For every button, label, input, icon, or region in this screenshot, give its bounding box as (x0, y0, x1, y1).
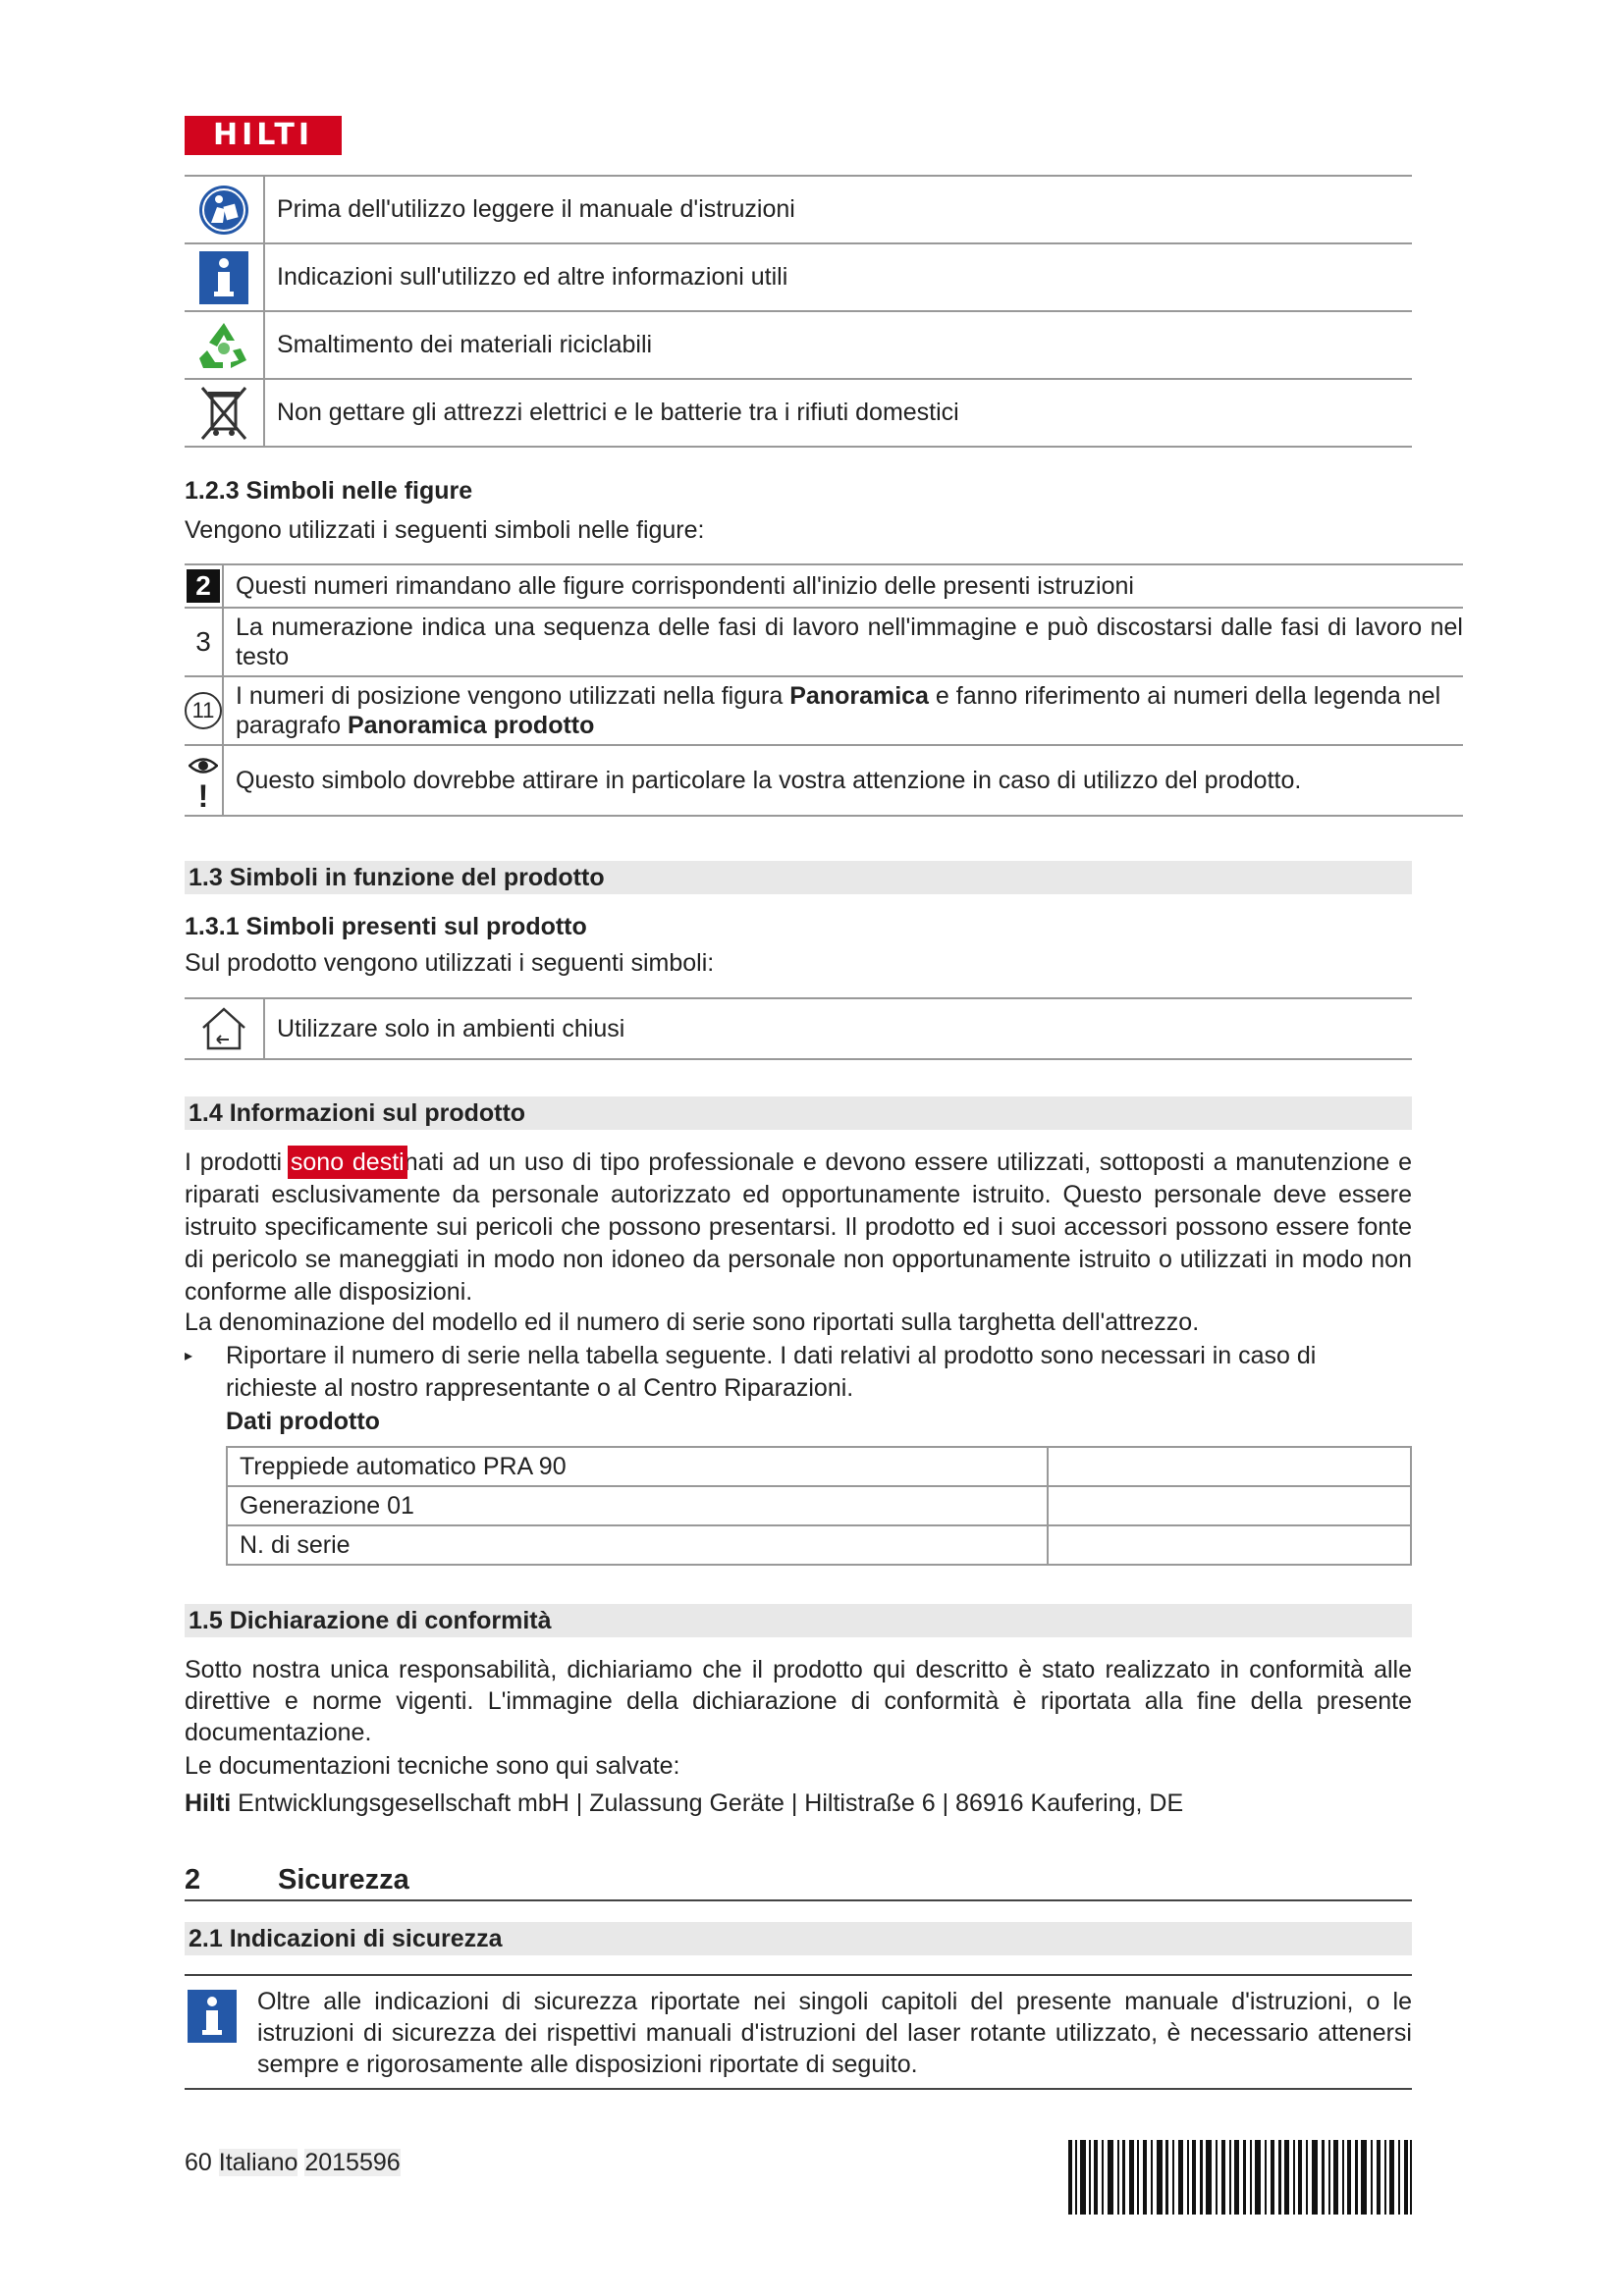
bullet-arrow-icon: ▸ (185, 1348, 193, 1364)
manufacturer-address: Hilti Entwicklungsgesellschaft mbH | Zulassung Geräte | Hiltistraße 6 | 86916 Kaufering, DE (185, 1789, 1184, 1817)
position-number-icon: 11 (185, 692, 222, 729)
symbol-text: Utilizzare solo in ambienti chiusi (264, 998, 1412, 1059)
section-1-3-heading: 1.3 Simboli in funzione del prodotto (185, 861, 1412, 894)
symbol-text: Indicazioni sull'utilizzo ed altre informazioni utili (264, 243, 1412, 311)
symbol-row (185, 311, 1412, 379)
page-number: 60 (185, 2149, 212, 2176)
section-1-5-paragraph: Sotto nostra unica responsabilità, dichiariamo che il prodotto qui descritto è stato realizzato in conformità alle direttive e norme vigenti. L'immagine della dichiarazione di conformità è riportata alla fine della presente documentazione. (185, 1656, 1412, 1746)
product-symbols-table (185, 997, 1412, 1060)
table-cell-value[interactable] (1048, 1525, 1411, 1565)
symbol-text: La numerazione indica una sequenza delle fasi di lavoro nell'immagine e può discostarsi dalle fasi di lavoro nel testo (236, 614, 1463, 670)
info-icon (199, 251, 248, 304)
symbol-row (185, 608, 1463, 676)
symbol-row (185, 998, 1412, 1059)
general-symbols-table (185, 175, 1412, 448)
document-code: 2015596 (304, 2149, 401, 2176)
symbol-row (185, 379, 1412, 447)
step-number-icon: 3 (195, 625, 211, 657)
section-1-3-1-heading: 1.3.1 Simboli presenti sul prodotto (185, 913, 587, 940)
symbol-text: Non gettare gli attrezzi elettrici e le batterie tra i rifiuti domestici (264, 379, 1412, 447)
manual-read-icon (197, 184, 250, 237)
section-1-4-paragraph: I prodotti sono destinati ad un uso di tipo professionale e devono essere utilizzati, sottoposti a manutenzione e riparati esclusivamente da personale autorizzato ed opportunamente istruito. Questo personale deve essere istruito specificamente sui pericoli che possono presentarsi. Il prodotto ed i suoi accessori possono essere fonte di pericolo se maneggiati in modo non idoneo da personale non opportunamente istruito o utilizzati in modo non conforme alle disposizioni. (185, 1148, 1412, 1306)
section-1-4-heading: 1.4 Informazioni sul prodotto (185, 1096, 1412, 1130)
figure-number-icon: 2 (187, 569, 220, 603)
recycle-icon (197, 319, 250, 372)
symbol-text: Questi numeri rimandano alle figure corrispondenti all'inizio delle presenti istruzioni (223, 564, 1463, 608)
table-cell-label: Treppiede automatico PRA 90 (227, 1447, 1048, 1486)
footer-language: Italiano (218, 2149, 298, 2176)
page-footer (185, 2148, 401, 2178)
section-1-5-heading: 1.5 Dichiarazione di conformità (185, 1604, 1412, 1637)
info-icon (187, 1990, 238, 2043)
exclamation-mark: ! (197, 777, 209, 814)
hilti-logo: HILTI (185, 116, 342, 155)
section-1-2-3-heading: 1.2.3 Simboli nelle figure (185, 477, 473, 505)
table-cell-value[interactable] (1048, 1486, 1411, 1525)
symbol-row (185, 243, 1412, 311)
product-data-table (226, 1446, 1412, 1566)
section-1-2-3-intro: Vengono utilizzati i seguenti simboli nelle figure: (185, 516, 705, 544)
safety-note-text: Oltre alle indicazioni di sicurezza riportate nei singoli capitoli del presente manuale d'istruzioni, o le istruzioni di sicurezza dei rispettivi manuali d'istruzioni del laser rotante utilizzato, è necessario attenersi sempre e rigorosamente alle disposizioni riportate di seguito. (257, 1988, 1412, 2078)
chapter-2-heading: 2 Sicurezza (185, 1860, 1412, 1901)
symbol-row (185, 564, 1463, 608)
safety-note (185, 1974, 1412, 2090)
crossed-bin-icon (198, 384, 249, 443)
table-cell-label: Generazione 01 (227, 1486, 1048, 1525)
product-data-title: Dati prodotto (226, 1408, 380, 1435)
section-1-3-1-intro: Sul prodotto vengono utilizzati i seguenti simboli: (185, 949, 715, 977)
attention-eye-icon (185, 750, 222, 812)
symbol-text: I numeri di posizione vengono utilizzati nella figura Panoramica e fanno riferimento ai numeri della legenda nel paragrafo Panoramica prodotto (223, 676, 1463, 745)
symbol-text: Prima dell'utilizzo leggere il manuale d'istruzioni (264, 176, 1412, 243)
table-row (227, 1486, 1411, 1525)
table-cell-value[interactable] (1048, 1447, 1411, 1486)
eye-icon (189, 755, 218, 776)
indoor-house-icon (199, 1006, 248, 1051)
section-1-5-paragraph-2: Le documentazioni tecniche sono qui salvate: (185, 1752, 680, 1780)
table-cell-label: N. di serie (227, 1525, 1048, 1565)
section-2-1-heading: 2.1 Indicazioni di sicurezza (185, 1922, 1412, 1955)
symbol-text: Smaltimento dei materiali riciclabili (264, 311, 1412, 379)
figure-symbols-table (185, 563, 1463, 817)
barcode-icon (1068, 2140, 1412, 2215)
symbol-row (185, 676, 1463, 745)
symbol-text: Questo simbolo dovrebbe attirare in particolare la vostra attenzione in caso di utilizzo del prodotto. (236, 767, 1302, 794)
section-1-4-paragraph-2: La denominazione del modello ed il numero di serie sono riportati sulla targhetta dell'attrezzo. (185, 1308, 1200, 1336)
symbol-row (185, 745, 1463, 816)
table-row (227, 1447, 1411, 1486)
page (185, 0, 1463, 2296)
table-row (227, 1525, 1411, 1565)
serial-number-instruction: ▸ Riportare il numero di serie nella tabella seguente. I dati relativi al prodotto sono necessari in caso di richieste al nostro rappresentante o al Centro Riparazioni. (185, 1342, 1317, 1402)
symbol-row (185, 176, 1412, 243)
red-annotation-mark: sono desti (290, 1148, 405, 1176)
